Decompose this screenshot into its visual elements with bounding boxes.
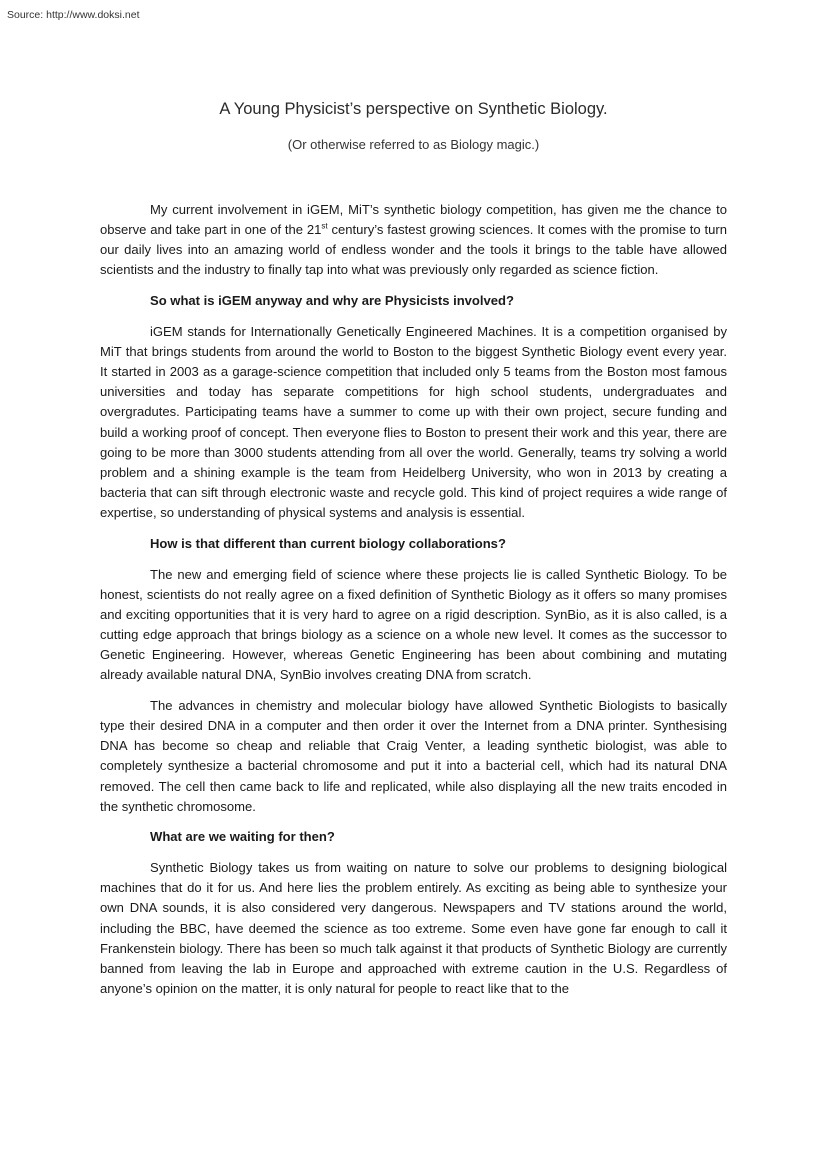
source-label: Source: http://www.doksi.net <box>7 9 140 21</box>
section-heading-collaborations: How is that different than current biology collaborations? <box>150 535 506 551</box>
paragraph-dna-synthesis: The advances in chemistry and molecular biology have allowed Synthetic Biologists to basically type their desired DNA in a computer and then order it over the Internet from a DNA printer. Synthesising DNA has become so cheap and reliable that Craig Venter, a leading synthetic biologist, was able to completely synthesize a bacterial chromosome and put it into a bacterial cell, which had its natural DNA removed. The cell then came back to life and replicated, while also displaying all the new traits encoded in the synthetic chromosome. <box>100 697 727 814</box>
section-heading-igem: So what is iGEM anyway and why are Physicists involved? <box>150 293 514 309</box>
paragraph-intro <box>100 200 727 281</box>
intro-text-after: century’s fastest growing sciences. It comes with the promise to turn our daily lives into an amazing world of endless wonder and the tools it brings to the table have allowed scientists and the industry to finally tap into what was previously only regarded as science fiction. <box>100 222 727 278</box>
document-subtitle: (Or otherwise referred to as Biology magic.) <box>287 137 540 152</box>
section-heading-waiting: What are we waiting for then? <box>150 829 335 845</box>
document-title: A Young Physicist’s perspective on Synthetic Biology. <box>219 100 608 118</box>
paragraph-synbio-definition: The new and emerging field of science where these projects lie is called Synthetic Biology. To be honest, scientists do not really agree on a fixed definition of Synthetic Biology as it offers so many promises and exciting opportunities that it is very hard to agree on a rigid description. SynBio, as it is also called, is a cutting edge approach that brings biology as a science on a whole new level. It comes as the successor to Genetic Engineering. However, whereas Genetic Engineering has been about combining and mutating already available natural DNA, SynBio involves creating DNA from scratch. <box>100 566 727 683</box>
document-body <box>100 200 727 1010</box>
intro-superscript: st <box>321 221 328 231</box>
paragraph-igem: iGEM stands for Internationally Genetically Engineered Machines. It is a competition organised by MiT that brings students from around the world to Boston to the biggest Synthetic Biology event every year. It started in 2003 as a garage-science competition that included only 5 teams from the Boston most famous universities and today has separate competitions for high school students, undergraduates and overgradutes. Participating teams have a summer to come up with their own project, secure funding and build a working proof of concept. Then everyone flies to Boston to present their work and this year, there are going to be more than 3000 students attending from all over the world. Generally, teams try solving a world problem and a shining example is the team from Heidelberg University, who won in 2013 by creating a bacteria that can sift through electronic waste and recycle gold. This kind of project requires a wide range of expertise, so understanding of physical systems and analysis is essential. <box>100 323 727 521</box>
intro-text-before: My current involvement in iGEM, MiT’s synthetic biology competition, has given me the chance to observe and take part in one of the 21 <box>100 202 727 238</box>
paragraph-concerns: Synthetic Biology takes us from waiting on nature to solve our problems to designing biological machines that do it for us. And here lies the problem entirely. As exciting as being able to synthesize your own DNA sounds, it is also considered very dangerous. Newspapers and TV stations around the world, including the BBC, have deemed the science as too extreme. Some even have gone far enough to call it Frankenstein biology. There has been so much talk against it that products of Synthetic Biology are currently banned from leaving the lab in Europe and approached with extreme caution in the U.S. Regardless of anyone’s opinion on the matter, it is only natural for people to react like that to the <box>100 860 727 996</box>
